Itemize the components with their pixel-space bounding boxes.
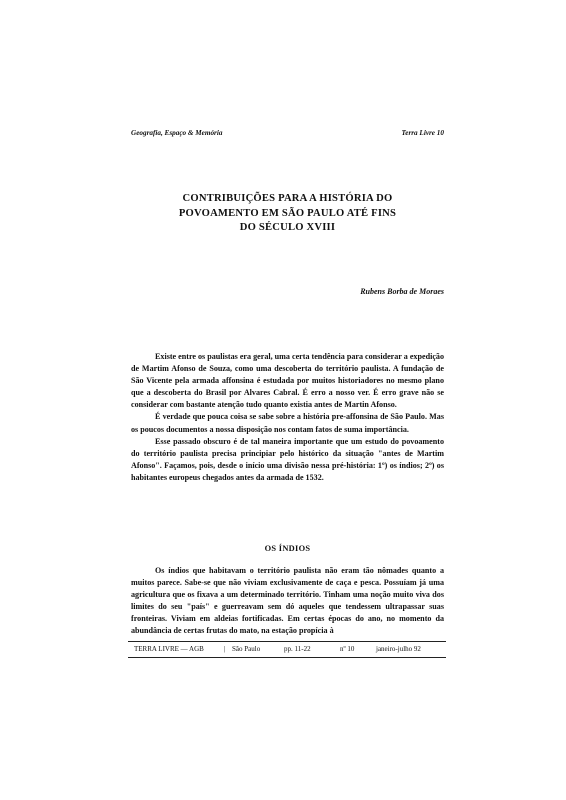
footer-city: São Paulo bbox=[232, 645, 261, 653]
intro-text bbox=[131, 351, 444, 484]
title-line: CONTRIBUIÇÕES PARA A HISTÓRIA DO bbox=[182, 193, 393, 204]
title-line: POVOAMENTO EM SÃO PAULO ATÉ FINS bbox=[178, 207, 397, 219]
paragraph: É verdade que pouca coisa se sabe sobre a história pre-affonsina de São Paulo. Mas os poucos documentos a nossa disposição nos contam fatos de suma importância. bbox=[131, 412, 444, 434]
article-title bbox=[131, 192, 444, 236]
title-line: DO SÉCULO XVIII bbox=[239, 222, 336, 234]
paragraph: Esse passado obscuro é de tal maneira importante que um estudo do povoamento do território paulista precisa principiar pelo histórico da situação "antes de Martim Afonso". Façamos, pois, desde o início uma divisão nessa pré-história: 1º) os índios; 2º) os habitantes europeus chegados antes da armada de 1532. bbox=[131, 436, 444, 482]
author-name: Rubens Borba de Moraes bbox=[360, 287, 444, 296]
footer-date: janeiro-julho 92 bbox=[376, 645, 421, 653]
section-heading: OS ÍNDIOS bbox=[264, 544, 311, 553]
footer-number: nº 10 bbox=[340, 645, 355, 653]
page-footer bbox=[128, 641, 446, 658]
running-head-right: Terra Livre 10 bbox=[401, 129, 444, 137]
footer-journal: TERRA LIVRE — AGB bbox=[134, 645, 204, 653]
running-head-left: Geografia, Espaço & Memória bbox=[131, 129, 223, 137]
paragraph: Existe entre os paulistas era geral, uma certa tendência para considerar a expedição de Martim Afonso de Souza, como uma descoberta do território paulista. A fundação de São Vicente pela armada affonsina é estudada por muitos historiadores no mesmo plano que a descoberta do Brasil por Alvares Cabral. É erro a nosso ver. É erro grave não se considerar com bastante atenção tudo quanto existia antes de Martin Afonso. bbox=[131, 352, 445, 410]
section-text bbox=[131, 565, 444, 638]
footer-pages: pp. 11-22 bbox=[284, 645, 311, 653]
footer-separator: | bbox=[224, 645, 226, 653]
paragraph: Os índios que habitavam o território paulista não eram tão nômades quanto a muitos parece. Sabe-se que não viviam exclusivamente de caça e pesca. Possuíam já uma agricultura que os fixava a um determinado território. Tinham uma noção muito viva dos limites do seu "país" e guerreavam sem dó aqueles que tendessem ultrapassar suas fronteiras. Viviam em aldeias fortificadas. Em certas épocas do ano, no momento da abundância de certas frutas do mato, na estação propícia à bbox=[131, 566, 444, 636]
